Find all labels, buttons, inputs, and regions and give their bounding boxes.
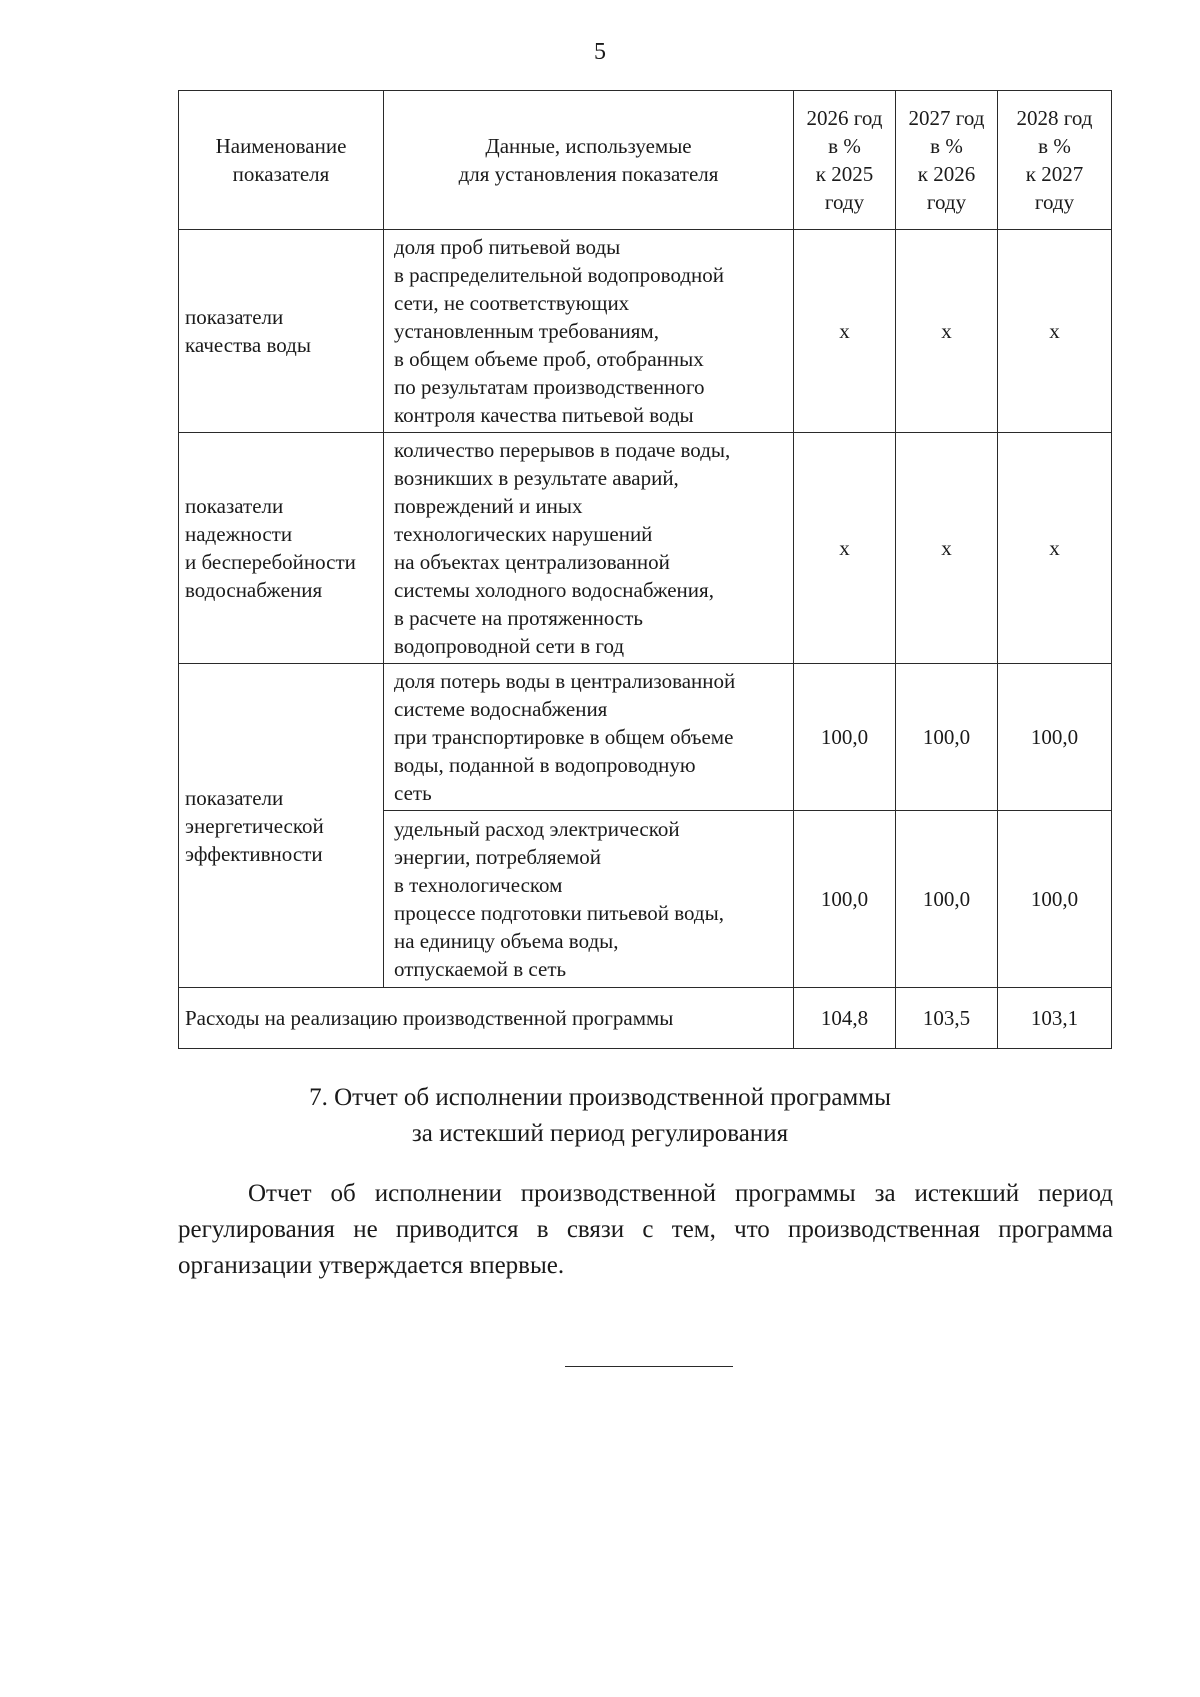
value-2026-cell: 104,8: [794, 988, 896, 1049]
value-2027-cell: 100,0: [896, 811, 998, 988]
indicator-name-cell: показатели качества воды: [179, 230, 384, 433]
indicator-data-cell: удельный расход электрической энергии, потребляемой в технологическом процессе подготовки питьевой воды, на единицу объема воды, отпускаемой в сеть: [384, 811, 794, 988]
table-row: [179, 433, 1112, 664]
value-2028-cell: х: [998, 230, 1112, 433]
expenses-label-cell: Расходы на реализацию производственной программы: [179, 988, 794, 1049]
header-year-2027: 2027 год в % к 2026 году: [896, 91, 998, 230]
end-divider: [565, 1366, 733, 1367]
section-heading: 7. Отчет об исполнении производственной программы за истекший период регулирования: [309, 1084, 891, 1147]
indicator-data-cell: количество перерывов в подаче воды, возникших в результате аварий, повреждений и иных технологических нарушений на объектах централизованной системы холодного водоснабжения, в расчете на протяженность водопроводной сети в год: [384, 433, 794, 664]
value-2026-cell: 100,0: [794, 811, 896, 988]
body-paragraph: Отчет об исполнении производственной программы за истекший период регулирования не приводится в связи с тем, что производственная программа организации утверждается впервые.: [178, 1180, 1113, 1279]
table-row-expenses: [179, 988, 1112, 1049]
value-2027-cell: 100,0: [896, 664, 998, 811]
indicator-data-cell: доля проб питьевой воды в распределительной водопроводной сети, не соответствующих установленным требованиям, в общем объеме проб, отобранных по результатам производственного контроля качества питьевой воды: [384, 230, 794, 433]
header-indicator-data: Данные, используемые для установления показателя: [384, 91, 794, 230]
indicators-table: [178, 90, 1112, 1049]
header-indicator-name: Наименование показателя: [179, 91, 384, 230]
indicator-name-cell: показатели надежности и бесперебойности водоснабжения: [179, 433, 384, 664]
value-2028-cell: 103,1: [998, 988, 1112, 1049]
indicator-name-cell: показатели энергетической эффективности: [179, 664, 384, 988]
page-number: 5: [594, 39, 606, 65]
value-2026-cell: х: [794, 433, 896, 664]
header-year-2028: 2028 год в % к 2027 году: [998, 91, 1112, 230]
indicator-data-cell: доля потерь воды в централизованной системе водоснабжения при транспортировке в общем объеме воды, поданной в водопроводную сеть: [384, 664, 794, 811]
value-2026-cell: 100,0: [794, 664, 896, 811]
table-row: [179, 664, 1112, 811]
header-year-2026: 2026 год в % к 2025 году: [794, 91, 896, 230]
value-2028-cell: х: [998, 433, 1112, 664]
value-2027-cell: х: [896, 230, 998, 433]
table-header-row: [179, 91, 1112, 230]
table-row: [179, 230, 1112, 433]
value-2028-cell: 100,0: [998, 664, 1112, 811]
value-2027-cell: 103,5: [896, 988, 998, 1049]
value-2027-cell: х: [896, 433, 998, 664]
value-2026-cell: х: [794, 230, 896, 433]
value-2028-cell: 100,0: [998, 811, 1112, 988]
